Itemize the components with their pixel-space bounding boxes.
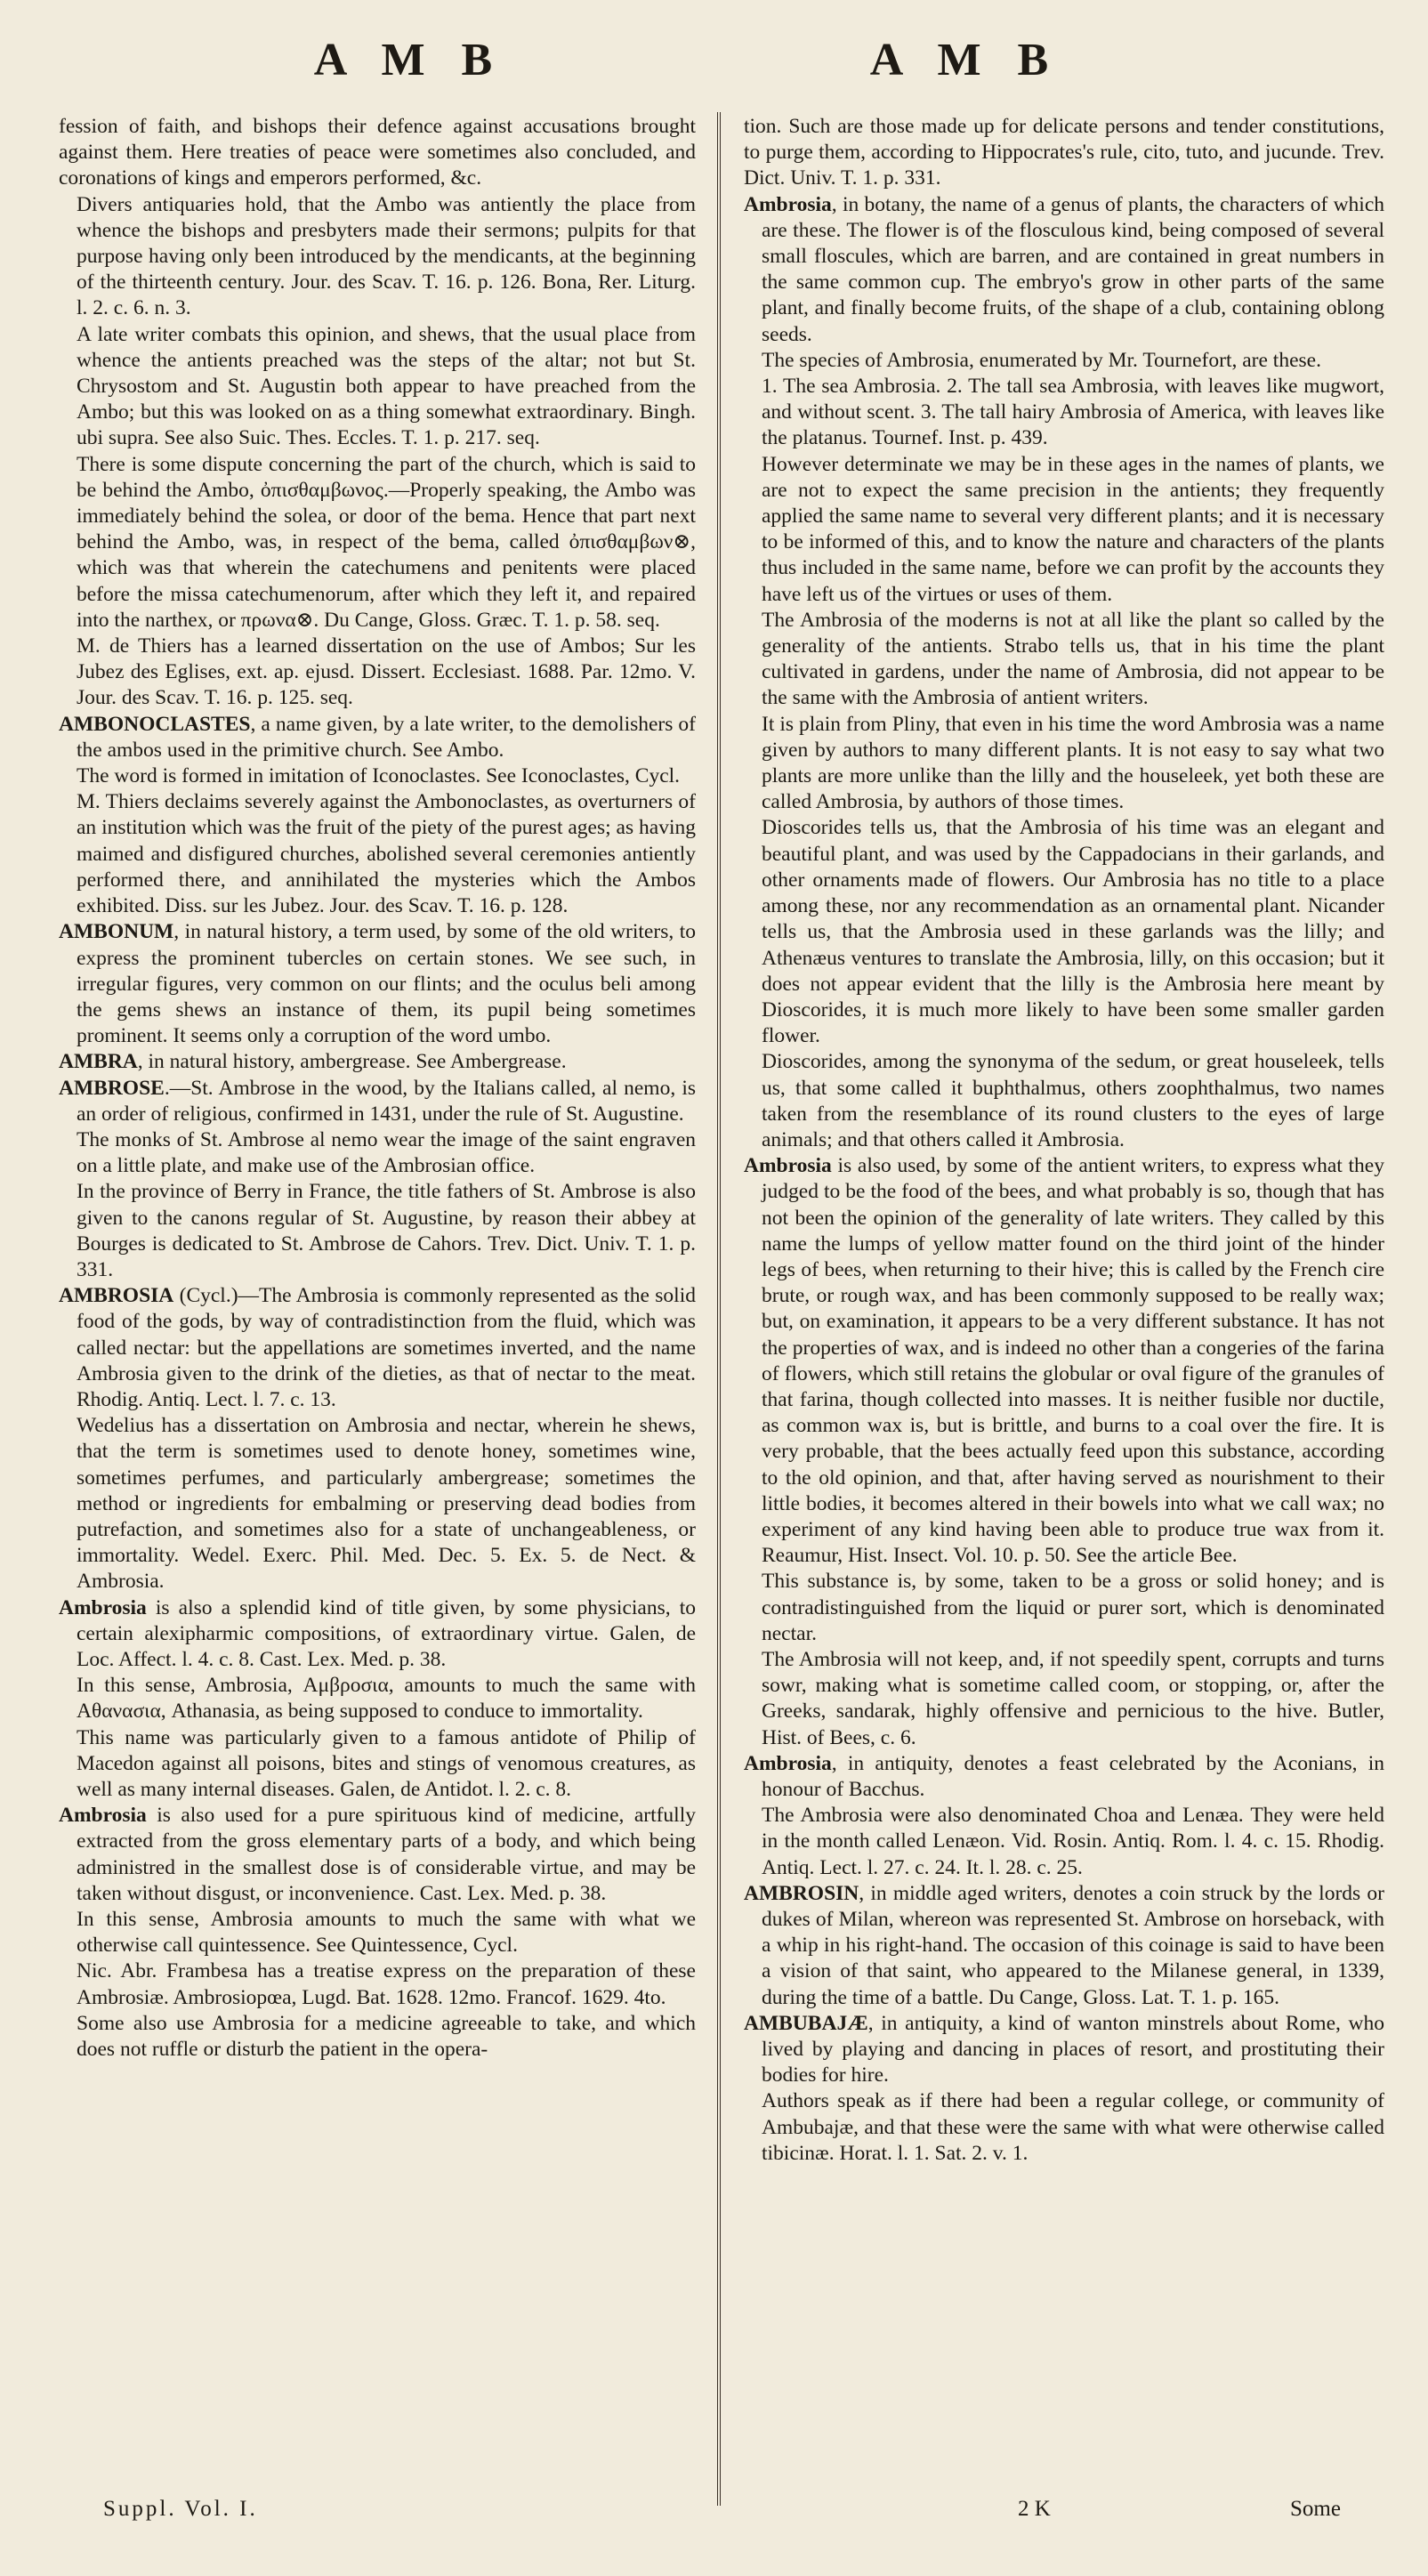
- entry-text: M. de Thiers has a learned dissertation on the use of Ambos; Sur les Jubez des Eglises, ext. ap. ejusd. Dissert. Ecclesiast. 1688. Par. 12mo. V. Jour. des Scav. T. 16. p. 125. seq.: [77, 634, 696, 710]
- text-paragraph: [744, 608, 1384, 712]
- entry-text: However determinate we may be in these ages in the names of plants, we are not to expect the same precision in the antients; they frequently applied the same name to several very different plants; and it is necessary to be informed of this, and to know the nature and characters of the plants thus included in the same name, before we can profit by the accounts they have left us of the virtues or uses of them.: [762, 452, 1384, 606]
- text-paragraph: [59, 634, 696, 712]
- entry-text: Dioscorides tells us, that the Ambrosia of his time was an elegant and beautiful plant, and was used by the Cappadocians in their garlands, and other ornaments made of flowers. Our Ambrosia has no title to a place among these, nor any recommendation as an ornamental plant. Nicander tells us, that the Ambrosia used in these garlands was the lilly; and Athenæus ventures to translate the Ambrosia, lilly, on this occasion; but it does not appear evident that the lilly is the Ambrosia here meant by Dioscorides, it is much more likely to have been some smaller garden flower.: [762, 816, 1384, 1048]
- entry-paragraph: [59, 919, 696, 1049]
- entry-term: Ambrosia: [744, 192, 832, 216]
- entry-text: , in botany, the name of a genus of plants, the characters of which are these. The flower is of the flosculous kind, being composed of several small floscules, which are barren, and are contained in great numbers in the same common cup. The embryo's grow in other parts of the same plant, and finally become fruits, of the shape of a club, containing oblong seeds.: [762, 192, 1384, 346]
- entry-paragraph: [744, 2011, 1384, 2089]
- entry-text: , in natural history, ambergrease. See Ambergrease.: [137, 1050, 567, 1074]
- entry-term: AMBONOCLASTES: [59, 712, 251, 736]
- text-paragraph: [744, 114, 1384, 192]
- entry-text: .—St. Ambrose in the wood, by the Italians called, al nemo, is an order of religious, confirmed in 1431, under the rule of St. Augustine.: [77, 1076, 696, 1126]
- entry-text: The monks of St. Ambrose al nemo wear the image of the saint engraven on a little plate, and make use of the Ambrosian office.: [77, 1127, 696, 1178]
- text-paragraph: [744, 1647, 1384, 1751]
- entry-text: is also used for a pure spirituous kind of medicine, artfully extracted from the gross elementary parts of a body, and which being administred in the smallest dose is of considerable virtue, and may be taken without disgust, or inconvenience. Cast. Lex. Med. p. 38.: [77, 1804, 696, 1905]
- text-paragraph: [744, 2088, 1384, 2167]
- text-paragraph: [59, 2011, 696, 2063]
- footer-signature: Suppl. Vol. I.: [103, 2497, 258, 2521]
- entry-text: In this sense, Ambrosia, Αμβροσια, amounts to much the same with Αθανασια, Athanasia, as being supposed to conduce to immortality.: [77, 1674, 696, 1724]
- text-paragraph: [59, 452, 696, 634]
- entry-paragraph: [59, 1076, 696, 1127]
- entry-text: In the province of Berry in France, the title fathers of St. Ambrose is also given to the canons regular of St. Augustine, by reason their abbey at Bourges is dedicated to St. Ambrose de Cahors. Trev. Dict. Univ. T. 1. p. 331.: [77, 1180, 696, 1281]
- entry-text: It is plain from Pliny, that even in his time the word Ambrosia was a name given by authors to many different plants. It is not easy to say what two plants are more unlike than the lilly and the houseleek, yet both these are called Ambrosia, by authors of those times.: [762, 712, 1384, 814]
- entry-term: AMBROSIA: [59, 1284, 174, 1308]
- entry-term: Ambrosia: [744, 1751, 832, 1775]
- text-paragraph: [744, 712, 1384, 816]
- entry-term: AMBROSE: [59, 1076, 165, 1100]
- entry-text: , in antiquity, a kind of wanton minstrels about Rome, who lived by playing and dancing in places of resort, and prostituting their bodies for hire.: [762, 2011, 1384, 2087]
- text-paragraph: [59, 1413, 696, 1595]
- entry-paragraph: [59, 1803, 696, 1907]
- entry-text: Divers antiquaries hold, that the Ambo was antiently the place from whence the bishops and presbyters made their sermons; pulpits for that purpose having only been introduced by the mendicants, at the beginning of the thirteenth century. Jour. des Scav. T. 16. p. 126. Bona, Rer. Liturg. l. 2. c. 6. n. 3.: [77, 192, 696, 320]
- column-divider: [717, 112, 721, 2506]
- text-paragraph: [59, 1725, 696, 1804]
- text-paragraph: [59, 1958, 696, 2010]
- entry-text: 1. The sea Ambrosia. 2. The tall sea Ambrosia, with leaves like mugwort, and without scent. 3. The tall hairy Ambrosia of America, with leaves like the platanus. Tournef. Inst. p. 439.: [762, 375, 1384, 450]
- left-column: [59, 114, 696, 2476]
- entry-text: is also a splendid kind of title given, by some physicians, to certain alexipharmic compositions, of extraordinary virtue. Galen, de Loc. Affect. l. 4. c. 8. Cast. Lex. Med. p. 38.: [77, 1595, 696, 1671]
- entry-paragraph: [744, 1751, 1384, 1803]
- text-paragraph: [59, 1179, 696, 1283]
- entry-text: , a name given, by a late writer, to the demolishers of the ambos used in the primitive church. See Ambo.: [77, 712, 696, 762]
- entry-paragraph: [59, 1595, 696, 1674]
- entry-text: There is some dispute concerning the part of the church, which is said to be behind the Ambo, ὀπισθαμβωνος.—Properly speaking, the Ambo was immediately behind the solea, or door of the bema. Hence that part next behind the Ambo, was, in respect of the bema, called ὀπισθαμβων⊗, which was that wherein the catechumens and penitents were placed before the missa catechumenorum, after which they left it, and repaired into the narthex, or πρωνα⊗. Du Cange, Gloss. Græc. T. 1. p. 58. seq.: [77, 452, 696, 632]
- text-paragraph: [59, 1127, 696, 1179]
- entry-text: fession of faith, and bishops their defence against accusations brought against them. Here treaties of peace were sometimes also concluded, and coronations of kings and emperors performed, &c.: [59, 115, 696, 190]
- entry-text: A late writer combats this opinion, and shews, that the usual place from whence the antients preached was the steps of the altar; not but St. Chrysostom and St. Augustin both appear to have preached from the Ambo; but this was looked on as a thing somewhat extraordinary. Bingh. ubi supra. See also Suic. Thes. Eccles. T. 1. p. 217. seq.: [77, 322, 696, 450]
- entry-text: The Ambrosia were also denominated Choa and Lenæa. They were held in the month called Lenæon. Vid. Rosin. Antiq. Rom. l. 4. c. 15. Rhodig. Antiq. Lect. l. 27. c. 24. It. l. 28. c. 25.: [762, 1804, 1384, 1879]
- text-paragraph: [744, 1049, 1384, 1153]
- entry-paragraph: [59, 1283, 696, 1413]
- text-paragraph: [59, 192, 696, 322]
- entry-term: Ambrosia: [744, 1154, 832, 1178]
- text-paragraph: [59, 1907, 696, 1958]
- text-paragraph: [744, 1803, 1384, 1881]
- entry-term: Ambrosia: [59, 1595, 147, 1619]
- text-paragraph: [59, 114, 696, 192]
- running-head-left: A M B: [313, 35, 505, 85]
- entry-text: In this sense, Ambrosia amounts to much the same with what we otherwise call quintessence. See Quintessence, Cycl.: [77, 1908, 696, 1958]
- text-paragraph: [59, 763, 696, 789]
- footer-catchword: Some: [1290, 2497, 1341, 2521]
- entry-text: Authors speak as if there had been a regular college, or community of Ambubajæ, and that these were the same with what were otherwise called tibicinæ. Horat. l. 1. Sat. 2. v. 1.: [762, 2089, 1384, 2165]
- entry-text: This substance is, by some, taken to be a gross or solid honey; and is contradistinguished from the liquid or purer sort, which is denominated nectar.: [762, 1570, 1384, 1645]
- entry-text: (Cycl.)—The Ambrosia is commonly represented as the solid food of the gods, by way of contradistinction from the fluid, which was called nectar: but the appellations are sometimes inverted, and the name Ambrosia given to the drink of the dieties, as that of nectar to the meat. Rhodig. Antiq. Lect. l. 7. c. 13.: [77, 1284, 696, 1411]
- entry-term: AMBROSIN: [744, 1881, 859, 1905]
- entry-term: AMBUBAJÆ: [744, 2011, 868, 2035]
- entry-text: Nic. Abr. Frambesa has a treatise express on the preparation of these Ambrosiæ. Ambrosiopœa, Lugd. Bat. 1628. 12mo. Francof. 1629. 4to.: [77, 1959, 696, 2009]
- text-paragraph: [744, 452, 1384, 608]
- text-paragraph: [59, 322, 696, 452]
- entry-term: AMBRA: [59, 1050, 138, 1074]
- text-paragraph: [59, 1673, 696, 1724]
- entry-text: Dioscorides, among the synonyma of the sedum, or great houseleek, tells us, that some called it buphthalmus, others zoophthalmus, two names taken from the resemblance of its round clusters to the eyes of large animals; and that others called it Ambrosia.: [762, 1050, 1384, 1151]
- text-paragraph: [744, 1569, 1384, 1647]
- entry-text: The word is formed in imitation of Iconoclastes. See Iconoclastes, Cycl.: [77, 764, 681, 788]
- entry-term: Ambrosia: [59, 1804, 147, 1828]
- entry-text: The species of Ambrosia, enumerated by Mr. Tournefort, are these.: [762, 348, 1321, 372]
- entry-text: Some also use Ambrosia for a medicine agreeable to take, and which does not ruffle or disturb the patient in the opera-: [77, 2011, 696, 2062]
- text-paragraph: [59, 789, 696, 919]
- entry-text: The Ambrosia of the moderns is not at all like the plant so called by the generality of the antients. Strabo tells us, that in his time the plant cultivated in gardens, under the name of Ambrosia, did not appear to be the same with the Ambrosia of antient writers.: [762, 608, 1384, 710]
- text-paragraph: [744, 815, 1384, 1049]
- right-column: [744, 114, 1384, 2476]
- entry-text: , in natural history, a term used, by some of the old writers, to express the prominent tubercles on certain stones. We see such, in irregular figures, very common on our flints; and the oculus beli among the gems shews an instance of them, its pupil being sometimes prominent. It seems only a corruption of the word umbo.: [77, 920, 696, 1048]
- entry-term: AMBONUM: [59, 920, 174, 944]
- footer-sheet-mark: 2 K: [1018, 2497, 1051, 2521]
- entry-text: is also used, by some of the antient writers, to express what they judged to be the food of the bees, and what probably is so, though that has not been the opinion of the generality of late writers. They called by this name the lumps of yellow matter found on the third joint of the hinder legs of bees, when returning to their hive; this is called by the French cire brute, or rough wax, and has been commonly supposed to be really wax; but, on examination, it appears to be a very different substance. It has not the properties of wax, and is indeed no other than a congeries of the farina of flowers, which still retains the globular or oval figure of the granules of that farina, though collected into masses. It is neither fusible nor ductile, as common wax is, but is brittle, and burns to a coal over the fire. It is very probable, that the bees actually feed upon this substance, according to the old opinion, and that, after having served as nourishment to their little bodies, it becomes altered in their bowels into what we call wax; no experiment of any kind having been able to produce true wax from it. Reaumur, Hist. Insect. Vol. 10. p. 50. See the article Bee.: [762, 1154, 1384, 1568]
- entry-text: Wedelius has a dissertation on Ambrosia and nectar, wherein he shews, that the term is sometimes used to denote honey, sometimes wine, sometimes perfumes, and particularly ambergrease; sometimes the method or ingredients for embalming or preserving dead bodies from putrefaction, and sometimes also for a state of unchangeableness, or immortality. Wedel. Exerc. Phil. Med. Dec. 5. Ex. 5. de Nect. & Ambrosia.: [77, 1414, 696, 1594]
- entry-text: , in antiquity, denotes a feast celebrated by the Aconians, in honour of Bacchus.: [762, 1751, 1384, 1801]
- text-paragraph: [744, 374, 1384, 452]
- entry-text: tion. Such are those made up for delicate persons and tender constitutions, to purge them, according to Hippocrates's rule, cito, tuto, and jucunde. Trev. Dict. Univ. T. 1. p. 331.: [744, 115, 1384, 190]
- entry-paragraph: [744, 1153, 1384, 1569]
- entry-text: The Ambrosia will not keep, and, if not speedily spent, corrupts and turns sowr, making what is sometime called coom, or stopping, or, after the Greeks, sandarak, highly offensive and pernicious to the hive. Butler, Hist. of Bees, c. 6.: [762, 1647, 1384, 1749]
- entry-paragraph: [744, 192, 1384, 348]
- entry-paragraph: [744, 1881, 1384, 2011]
- entry-text: M. Thiers declaims severely against the Ambonoclastes, as overturners of an institution which was the fruit of the piety of the purest ages; as having maimed and disfigured churches, abolished several ceremonies antiently performed there, and annihilated the mysteries which the Ambos exhibited. Diss. sur les Jubez. Jour. des Scav. T. 16. p. 128.: [77, 790, 696, 918]
- running-head-right: A M B: [869, 35, 1061, 85]
- text-paragraph: [744, 348, 1384, 374]
- entry-text: This name was particularly given to a famous antidote of Philip of Macedon against all poisons, bites and stings of venomous creatures, as well as many internal diseases. Galen, de Antidot. l. 2. c. 8.: [77, 1725, 696, 1801]
- entry-paragraph: [59, 712, 696, 763]
- entry-paragraph: [59, 1049, 696, 1075]
- entry-text: , in middle aged writers, denotes a coin struck by the lords or dukes of Milan, whereon was represented St. Ambrose on horseback, with a whip in his right-hand. The occasion of this coinage is said to have been a vision of that saint, who appeared to the Milanese general, in 1339, during the time of a battle. Du Cange, Gloss. Lat. T. 1. p. 165.: [762, 1881, 1384, 2009]
